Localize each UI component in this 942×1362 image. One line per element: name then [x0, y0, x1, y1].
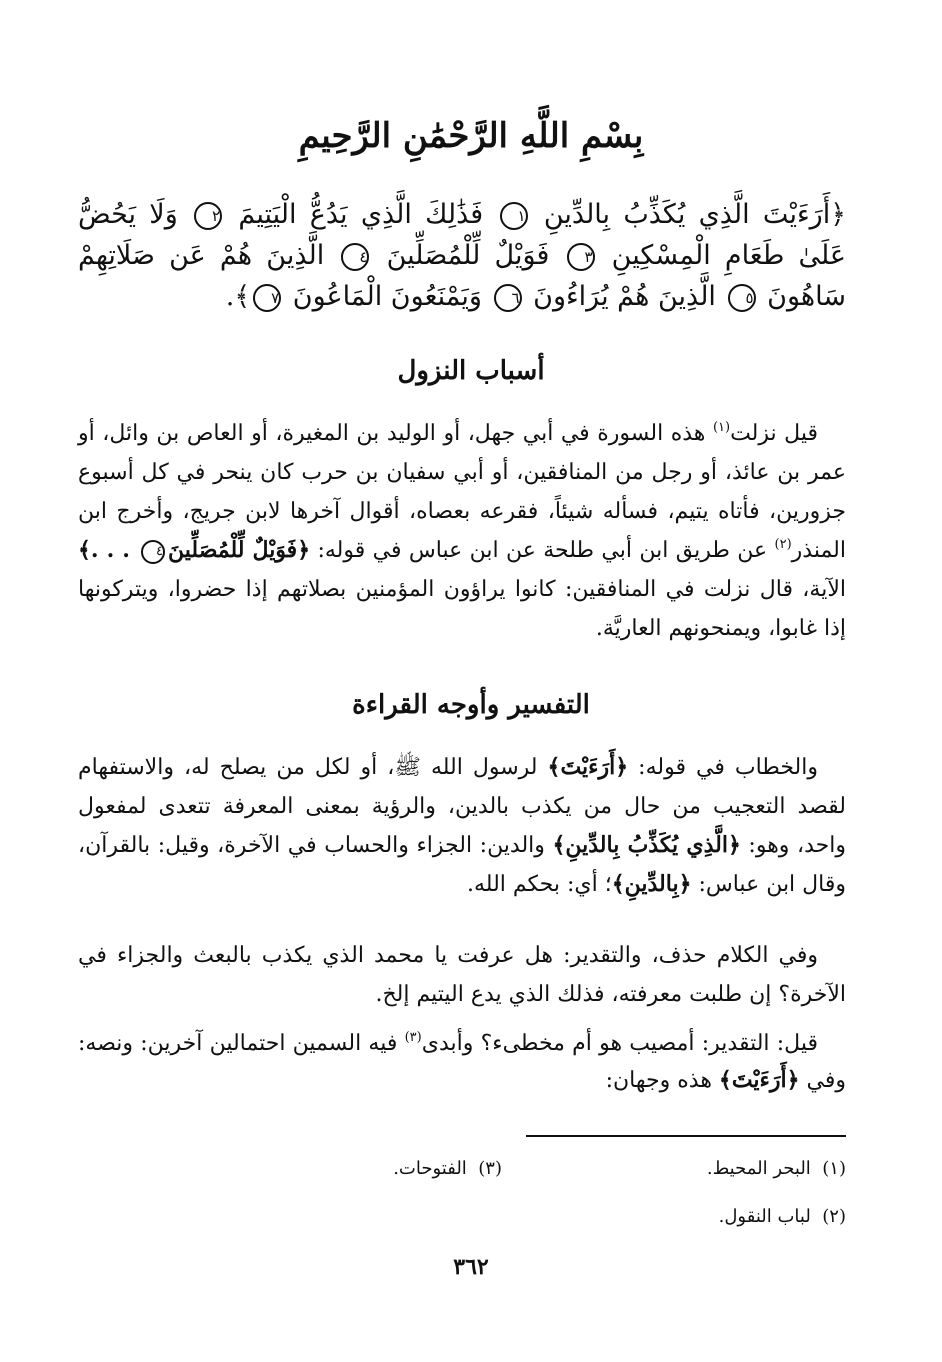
- text-segment: الآية، قال نزلت في المنافقين: كانوا يراؤون المؤمنين بصلاتهم إذا حضروا، ويتركونها إذا غابوا، ويمنحونهم العاريَّة.: [78, 577, 846, 641]
- verse-2: فَذَٰلِكَ الَّذِي يَدُعُّ الْيَتِيمَ: [238, 199, 484, 230]
- verse-number-7: ٧: [253, 284, 281, 312]
- basmala: بِسْمِ اللَّهِ الرَّحْمَٰنِ الرَّحِيمِ: [298, 116, 644, 156]
- quran-quote: ﴿بِالدِّينِ﴾: [611, 871, 692, 897]
- text-segment: ؛ أي: بحكم الله.: [467, 872, 612, 897]
- text-segment: لرسول الله ﷺ، أو لكل من يصلح له، والاستفهام لقصد التعجيب من حال من يكذب بالدين، والرؤية بمعنى المعرفة تتعدى لمفعول واحد، وهو:: [78, 755, 846, 858]
- verse-5: الَّذِينَ هُمْ عَن صَلَاتِهِمْ سَاهُونَ: [78, 240, 846, 312]
- verse-end-dot: .: [225, 281, 235, 312]
- footnote-text: لباب النقول.: [718, 1206, 811, 1227]
- quran-verses: [78, 194, 846, 317]
- verse-number-1: ١: [500, 202, 528, 230]
- verse-number-4: ٤: [341, 243, 369, 271]
- footnote-2: [719, 1204, 846, 1230]
- verse-number-5: ٥: [728, 284, 756, 312]
- footnote-ref-3[interactable]: (٣): [404, 1030, 422, 1045]
- paragraph-tafsir-2: [78, 936, 846, 1014]
- quran-quote: ﴿أَرَءَيْتَ﴾: [718, 1067, 800, 1093]
- verse-close-bracket: ﴾: [234, 281, 251, 312]
- footnote-number: (٣): [478, 1158, 502, 1179]
- verse-number-inline: ٤: [141, 540, 165, 564]
- page-number: ٣٦٢: [453, 1254, 489, 1280]
- text-segment: قيل نزلت: [730, 421, 818, 446]
- footnote-3: [393, 1156, 502, 1182]
- footnote-ref-1[interactable]: (١): [712, 420, 731, 435]
- paragraph-tafsir-1: [78, 748, 846, 904]
- footnote-1: [707, 1156, 846, 1182]
- text-segment: والخطاب في قوله:: [628, 755, 818, 780]
- text-segment: قيل: التقدير: أمصيب هو أم مخطىء؟ وأبدى: [421, 1031, 818, 1056]
- footnote-text: البحر المحيط.: [706, 1158, 811, 1179]
- verse-open-bracket: ﴿: [830, 199, 847, 230]
- verse-7: وَيَمْنَعُونَ الْمَاعُونَ: [292, 281, 482, 312]
- paragraph-tafsir-3: [78, 1026, 846, 1099]
- quran-quote: ﴿الَّذِي يُكَذِّبُ بِالدِّينِ﴾: [552, 832, 741, 858]
- footnote-text: الفتوحات.: [393, 1158, 467, 1179]
- text-segment: فيه السمين احتمالين آخرين: ونصه: وفي: [78, 1031, 846, 1093]
- quran-quote-end: . . .﴾: [78, 537, 139, 563]
- footnote-number: (١): [822, 1158, 846, 1179]
- paragraph-asbab-al-nuzul: [78, 414, 846, 648]
- quran-quote: ﴿فَوَيْلٌ لِّلْمُصَلِّينَ: [168, 537, 311, 563]
- verse-6: الَّذِينَ هُمْ يُرَاءُونَ: [533, 281, 716, 312]
- verse-1: أَرَءَيْتَ الَّذِي يُكَذِّبُ بِالدِّينِ: [543, 199, 831, 230]
- verse-number-2: ٢: [194, 202, 222, 230]
- text-segment: هذه السورة في أبي جهل، أو الوليد بن المغيرة، أو العاص بن وائل، أو عمر بن عائذ، أو رجل من المنافقين، أو أبي سفيان بن حرب كان ينحر في كل أسبوع جزورين، فأتاه يتيم، فسأله شيئاً، فقرعه بعصاه، أقوال آخرها لابن جريج، وأخرج ابن المنذر: [78, 421, 846, 563]
- text-segment: عن طريق ابن أبي طلحة عن ابن عباس في قوله:: [310, 538, 775, 563]
- text-segment: هذه وجهان:: [605, 1068, 719, 1093]
- footnote-separator: [526, 1135, 846, 1137]
- footnote-ref-2[interactable]: (٢): [774, 537, 792, 552]
- heading-tafsir: التفسير وأوجه القراءة: [352, 690, 590, 720]
- text-segment: وفي الكلام حذف، والتقدير: هل عرفت يا محمد الذي يكذب بالبعث والجزاء في الآخرة؟ إن طلبت معرفته، فذلك الذي يدع اليتيم إلخ.: [78, 943, 846, 1007]
- quran-quote: ﴿أَرَءَيْتَ﴾: [547, 754, 629, 780]
- verse-3: وَلَا يَحُضُّ عَلَىٰ طَعَامِ الْمِسْكِينِ: [78, 199, 847, 271]
- footnote-number: (٢): [822, 1206, 846, 1227]
- verse-4: فَوَيْلٌ لِّلْمُصَلِّينَ: [386, 240, 550, 271]
- verse-number-3: ٣: [567, 243, 595, 271]
- text-segment: والدين: الجزاء والحساب في الآخرة، وقيل: بالقرآن، وقال ابن عباس:: [78, 833, 846, 897]
- verse-number-6: ٦: [494, 284, 522, 312]
- heading-asbab-al-nuzul: أسباب النزول: [397, 356, 545, 386]
